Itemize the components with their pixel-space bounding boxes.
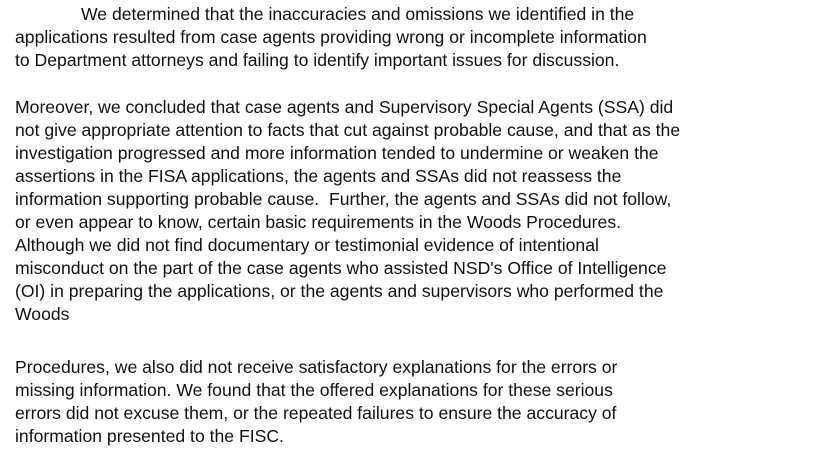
text-line: investigation progressed and more information tended to undermine or weaken the: [15, 143, 659, 163]
text-line: Procedures, we also did not receive satisfactory explanations for the errors or: [15, 357, 618, 377]
text-line: (OI) in preparing the applications, or the agents and supervisors who performed the: [15, 281, 664, 301]
text-line: Moreover, we concluded that case agents and Supervisory Special Agents (SSA) did: [15, 97, 674, 117]
text-line: to Department attorneys and failing to identify important issues for discussion.: [15, 50, 620, 70]
text-line: Although we did not find documentary or testimonial evidence of intentional: [15, 235, 599, 255]
text-line: assertions in the FISA applications, the agents and SSAs did not reassess the: [15, 166, 622, 186]
text-line: not give appropriate attention to facts that cut against probable cause, and that as the: [15, 120, 681, 140]
text-line: errors did not excuse them, or the repeated failures to ensure the accuracy of: [15, 403, 617, 423]
text-line: applications resulted from case agents providing wrong or incomplete information: [15, 27, 647, 47]
text-line: information presented to the FISC.: [15, 426, 284, 446]
text-line: Woods: [15, 304, 70, 324]
text-line: missing information. We found that the offered explanations for these serious: [15, 380, 613, 400]
text-line: information supporting probable cause. Further, the agents and SSAs did not follow,: [15, 189, 672, 209]
text-line: We determined that the inaccuracies and omissions we identified in the: [81, 4, 635, 24]
text-line: misconduct on the part of the case agents who assisted NSD's Office of Intelligence: [15, 258, 667, 278]
text-line: or even appear to know, certain basic requirements in the Woods Procedures.: [15, 212, 622, 232]
